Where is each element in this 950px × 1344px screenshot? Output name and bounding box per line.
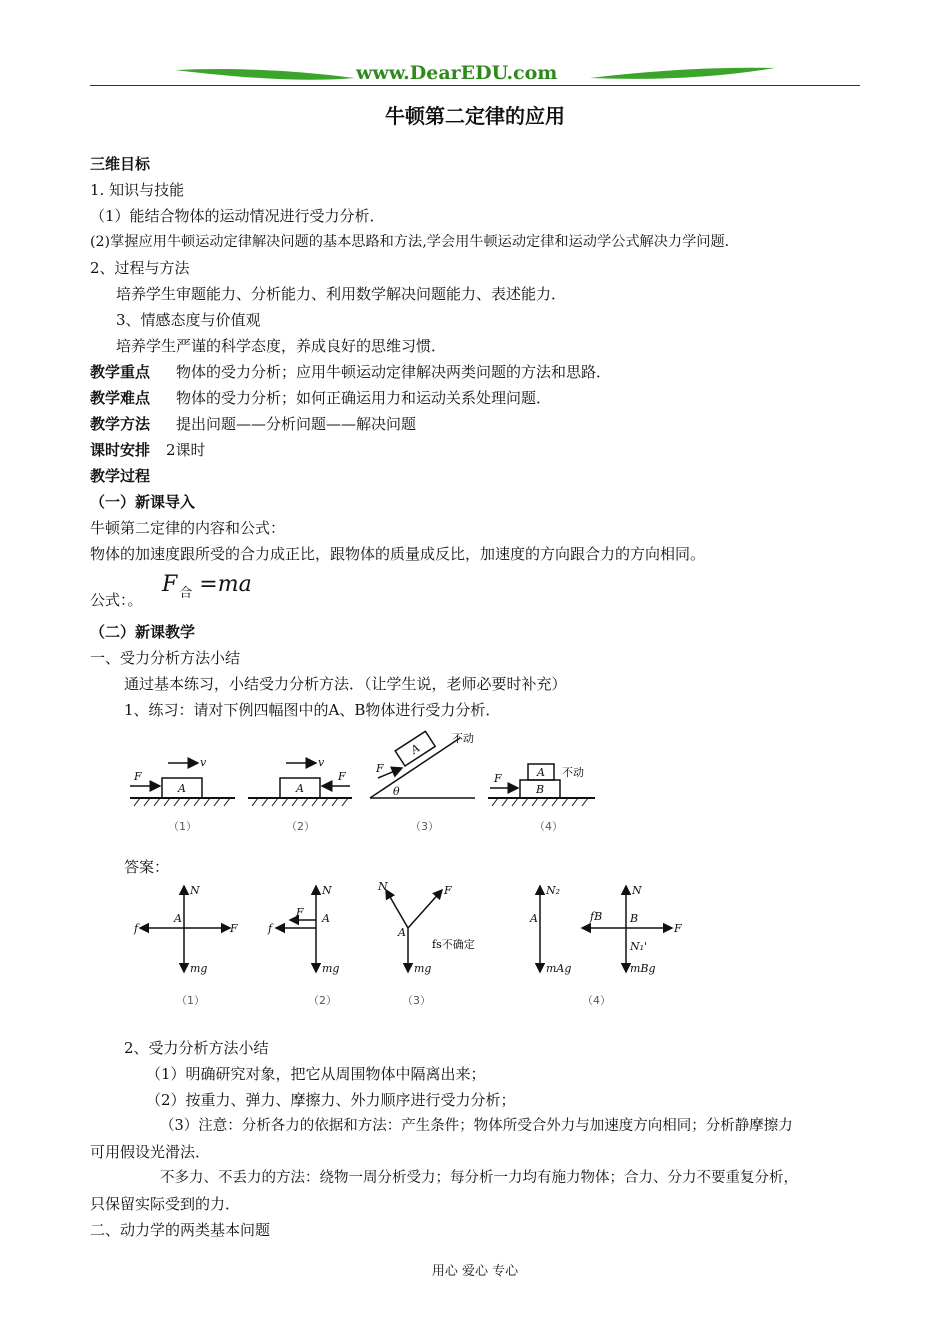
d1-normal-label: N [190, 884, 200, 897]
d1-body-label: A [174, 912, 182, 925]
intro-heading: （一）新课导入 [90, 493, 196, 511]
answer-figures [120, 876, 700, 1016]
exercise-figures [120, 728, 610, 840]
intro-line-2: 物体的加速度跟所受的合力成正比，跟物体的质量成反比，加速度的方向跟合力的方向相同。 [90, 545, 706, 563]
d4a-gravity-label: mAg [546, 962, 572, 975]
new-lesson-heading: （二）新课教学 [90, 623, 196, 641]
difficulty-label: 教学难点 [90, 389, 151, 407]
fig2-force-label: F [338, 770, 346, 783]
d4b-body-label: B [630, 912, 639, 925]
fig3-angle-label: θ [393, 785, 400, 798]
goals-heading: 三维目标 [90, 155, 151, 173]
goal-process-text: 培养学生审题能力、分析能力、利用数学解决问题能力、表述能力． [116, 285, 567, 303]
goal-knowledge: 1. 知识与技能 [90, 181, 185, 199]
figure-3 [370, 731, 475, 833]
formula: F $_合$ =ma [162, 572, 252, 601]
summary-item-3a: （3）注意：分析各力的依据和方法：产生条件；物体所受合外力与加速度方向相同；分析静摩擦力 [160, 1118, 793, 1134]
goal-knowledge-1: （1）能结合物体的运动情况进行受力分析． [90, 207, 385, 225]
d2-gravity-label: mg [322, 962, 340, 975]
d3-caption: （3） [402, 994, 431, 1007]
fig2-caption: （2） [286, 820, 315, 833]
section-1-heading: 一、受力分析方法小结 [90, 649, 241, 667]
fig1-force-label: F [134, 770, 142, 783]
figure-1 [130, 756, 235, 833]
fig4-static-label: 不动 [562, 766, 584, 779]
fig2-velocity-label: v [318, 756, 325, 769]
formula-label: 公式：。 [90, 591, 143, 609]
d2-friction-label: f [268, 922, 273, 935]
d4a-normal-label: N₂ [546, 884, 561, 897]
answer-diagram-2 [267, 884, 339, 1007]
goal-attitude-text: 培养学生严谨的科学态度，养成良好的思维习惯． [116, 337, 447, 355]
summary-item-3b: 可用假设光滑法． [90, 1143, 211, 1161]
d3-gravity-label: mg [414, 962, 432, 975]
exercise-1: 1、练习：请对下例四幅图中的A、B物体进行受力分析． [124, 701, 501, 719]
figure-2 [248, 756, 352, 833]
fig4-caption: （4） [534, 820, 563, 833]
fig3-force-label: F [376, 762, 384, 775]
d1-gravity-label: mg [190, 962, 208, 975]
d4-caption: （4） [582, 994, 611, 1007]
time-label: 课时安排 [90, 441, 151, 459]
d3-normal-label: N [378, 880, 388, 893]
fig4-block-b-label: B [536, 783, 545, 796]
answer-diagram-3 [377, 880, 475, 1007]
d3-body-label: A [398, 926, 406, 939]
goal-knowledge-2: (2)掌握应用牛顿运动定律解决问题的基本思路和方法,学会用牛顿运动定律和运动学公式解决力学问题． [90, 234, 739, 250]
fig1-caption: （1） [168, 820, 197, 833]
footer: 用心 爱心 专心 [431, 1264, 519, 1279]
goal-attitude: 3、情感态度与价值观 [116, 311, 261, 329]
d2-caption: （2） [308, 994, 337, 1007]
d2-force-label: F [296, 906, 304, 919]
focus-text: 物体的受力分析；应用牛顿运动定律解决两类问题的方法和思路． [176, 363, 612, 381]
d4b-normal-label: N [632, 884, 642, 897]
fig3-static-label: 不动 [452, 732, 474, 745]
summary-item-4b: 只保留实际受到的力． [90, 1195, 241, 1213]
d3-uncertain-label: fs不确定 [432, 938, 475, 951]
d4b-friction-label: fB [590, 910, 603, 923]
fig4-force-label: F [494, 772, 502, 785]
focus-label: 教学重点 [90, 363, 151, 381]
section-2-heading: 二、动力学的两类基本问题 [90, 1221, 271, 1239]
intro-line-1: 牛顿第二定律的内容和公式： [90, 519, 286, 537]
method-label: 教学方法 [90, 415, 151, 433]
d1-force-label: F [230, 922, 238, 935]
summary-item-2: （2）按重力、弹力、摩擦力、外力顺序进行受力分析； [146, 1091, 516, 1109]
section-1-text: 通过基本练习，小结受力分析方法．（让学生说，老师必要时补充） [124, 675, 567, 693]
process-heading: 教学过程 [90, 467, 151, 485]
fig4-block-a-label: A [537, 766, 545, 779]
time-text: 2课时 [166, 441, 206, 459]
header-rule [90, 85, 860, 86]
goal-process: 2、过程与方法 [90, 259, 190, 277]
d2-normal-label: N [322, 884, 332, 897]
method-text: 提出问题——分析问题——解决问题 [176, 415, 417, 433]
difficulty-text: 物体的受力分析；如何正确运用力和运动关系处理问题． [176, 389, 552, 407]
d2-body-label: A [322, 912, 330, 925]
summary-item-1: （1）明确研究对象，把它从周围物体中隔离出来； [146, 1065, 486, 1083]
d4b-gravity-label: mBg [630, 962, 656, 975]
d4b-force-label: F [674, 922, 682, 935]
d4a-body-label: A [530, 912, 538, 925]
answer-diagram-1 [133, 884, 238, 1007]
d1-friction-label: f [134, 922, 139, 935]
answer-label: 答案： [124, 858, 170, 876]
answer-diagram-4 [529, 884, 682, 1007]
d4b-reaction-label: N₁' [630, 940, 648, 953]
summary-heading: 2、受力分析方法小结 [124, 1039, 269, 1057]
summary-item-4a: 不多力、不丢力的方法：绕物一周分析受力；每分析一力均有施力物体；合力、分力不要重复分析， [160, 1170, 798, 1186]
d3-force-label: F [444, 884, 452, 897]
page-title: 牛顿第二定律的应用 [385, 104, 565, 128]
header-site-name[interactable]: www.DearEDU.com [356, 62, 558, 84]
fig3-block-label: A [408, 741, 423, 757]
fig2-block-label: A [296, 782, 304, 795]
d1-caption: （1） [176, 994, 205, 1007]
fig3-caption: （3） [410, 820, 439, 833]
fig1-velocity-label: v [200, 756, 207, 769]
fig1-block-label: A [178, 782, 186, 795]
figure-4 [488, 764, 595, 833]
